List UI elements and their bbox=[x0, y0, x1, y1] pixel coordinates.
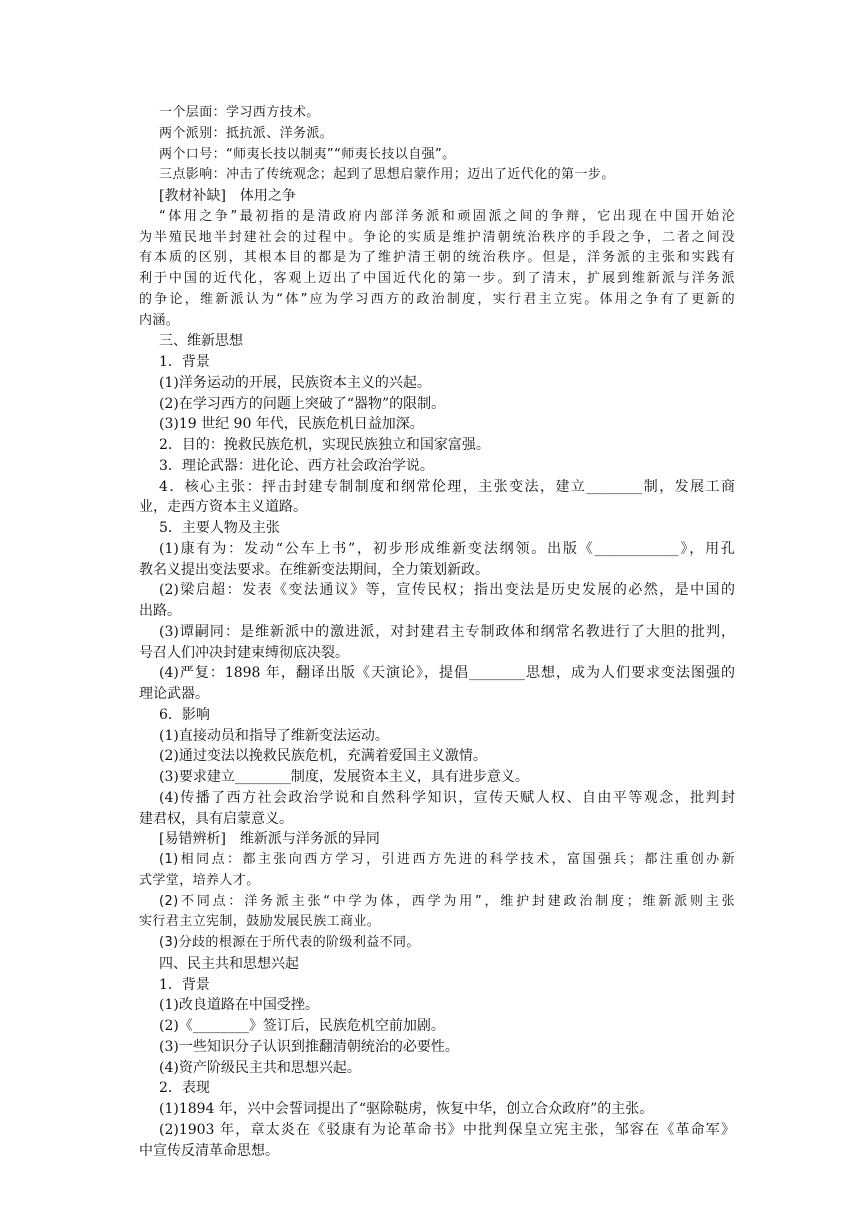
text-line: 为半殖民地半封建社会的过程中。争论的实质是维护清朝统治秩序的手段之争，二者之间没 bbox=[139, 229, 735, 245]
text-line: 三点影响：冲击了传统观念；起到了思想启蒙作用；迈出了近代化的第一步。 bbox=[159, 167, 615, 183]
text-line: 利于中国的近代化，客观上迈出了中国近代化的第一步。到了清末，扩展到维新派与洋务派 bbox=[139, 271, 735, 286]
text-line: 实行君主立宪制，鼓励发展民族工商业。 bbox=[139, 914, 381, 930]
text-line: (2)梁启超：发表《变法通议》等，宣传民权；指出变法是历史发展的必然，是中国的 bbox=[159, 582, 735, 599]
text-line: 理论武器。 bbox=[139, 686, 209, 702]
text-line: (1)1894 年，兴中会誓词提出了“驱除鞑虏，恢复中华，创立合众政府”的主张。 bbox=[159, 1101, 654, 1117]
text-line: (1)改良道路在中国受挫。 bbox=[159, 997, 319, 1014]
text-line: 1．背景 bbox=[159, 354, 210, 370]
text-line: (2)不同点：洋务派主张“中学为体，西学为用”，维护封建政治制度；维新派则主张 bbox=[159, 893, 735, 909]
text-line: 5．主要人物及主张 bbox=[159, 520, 280, 536]
text-line: 内涵。 bbox=[139, 312, 180, 328]
text-line: 业，走西方资本主义道路。 bbox=[139, 499, 307, 516]
text-line: 四、民主共和思想兴起 bbox=[159, 955, 299, 972]
text-line: 三、维新思想 bbox=[159, 333, 243, 350]
text-line: 中宣传反清革命思想。 bbox=[139, 1142, 279, 1159]
text-line: (3)谭嗣同：是维新派中的激进派，对封建君主专制政体和纲常名教进行了大胆的批判， bbox=[159, 623, 735, 640]
text-line: 建君权，具有启蒙意义。 bbox=[139, 810, 293, 827]
text-line: (2)通过变法以挽救民族危机，充满着爱国主义激情。 bbox=[159, 748, 487, 765]
text-line: (1)洋务运动的开展，民族资本主义的兴起。 bbox=[159, 374, 431, 391]
text-line: (4)传播了西方社会政治学说和自然科学知识，宣传天赋人权、自由平等观念，批判封 bbox=[159, 789, 735, 806]
text-line: (2)1903 年，章太炎在《驳康有为论革命书》中批判保皇立宪主张，邹容在《革命军》 bbox=[159, 1121, 735, 1138]
text-line: 6．影响 bbox=[159, 706, 210, 723]
text-line: 1．背景 bbox=[159, 976, 210, 993]
text-line: 2．表现 bbox=[159, 1080, 210, 1097]
text-line: “体用之争”最初指的是清政府内部洋务派和顽固派之间的争辩，它出现在中国开始沦 bbox=[159, 208, 735, 224]
text-line: 的争论，维新派认为“体”应为学习西方的政治制度，实行君主立宪。体用之争有了更新的 bbox=[139, 291, 735, 307]
text-line: 有本质的区别，其根本目的都是为了维护清王朝的统治秩序。但是，洋务派的主张和实践有 bbox=[139, 250, 735, 266]
text-line: (3)要求建立________制度，发展资本主义，具有进步意义。 bbox=[159, 769, 529, 785]
text-line: 教名义提出变法要求。在维新变法期间，全力策划新政。 bbox=[139, 561, 489, 578]
document-page bbox=[139, 103, 735, 1161]
text-line: (3)19 世纪 90 年代，民族危机日益加深。 bbox=[159, 416, 424, 433]
text-line: (1)相同点：都主张向西方学习，引进西方先进的科学技术，富国强兵；都注重创办新 bbox=[159, 852, 735, 867]
text-line: 两个口号：“师夷长技以制夷”“师夷长技以自强”。 bbox=[159, 146, 456, 162]
text-line: (3)分歧的根源在于所代表的阶级利益不同。 bbox=[159, 935, 420, 950]
text-line: 式学堂，培养人才。 bbox=[139, 872, 260, 888]
text-line: (4)严复：1898 年，翻译出版《天演论》，提倡________思想，成为人们要求变法图强的 bbox=[159, 665, 735, 682]
text-line: (2)在学习西方的问题上突破了“器物”的限制。 bbox=[159, 395, 446, 412]
text-line: 一个层面：学习西方技术。 bbox=[159, 105, 320, 120]
text-line: (2)《________》签订后，民族危机空前加剧。 bbox=[159, 1018, 445, 1034]
text-line: (1)直接动员和指导了维新变法运动。 bbox=[159, 727, 389, 744]
text-line: (3)一些知识分子认识到推翻清朝统治的必要性。 bbox=[159, 1038, 459, 1055]
text-line: [教材补缺] 体用之争 bbox=[159, 188, 296, 204]
text-line: 4．核心主张：抨击封建专制制度和纲常伦理，主张变法，建立________制，发展工商 bbox=[159, 478, 735, 495]
text-line: 号召人们冲决封建束缚彻底决裂。 bbox=[139, 644, 349, 661]
text-line: 2．目的：挽救民族危机，实现民族独立和国家富强。 bbox=[159, 437, 490, 453]
text-line: 出路。 bbox=[139, 603, 181, 619]
text-line: (1)康有为：发动“公车上书”，初步形成维新变法纲领。出版《____________》，用孔 bbox=[159, 540, 735, 557]
text-line: 两个派别：抵抗派、洋务派。 bbox=[159, 125, 334, 141]
text-line: (4)资产阶级民主共和思想兴起。 bbox=[159, 1059, 361, 1076]
text-line: 3．理论武器：进化论、西方社会政治学说。 bbox=[159, 457, 434, 474]
text-line: [易错辨析] 维新派与洋务派的异同 bbox=[159, 831, 380, 848]
